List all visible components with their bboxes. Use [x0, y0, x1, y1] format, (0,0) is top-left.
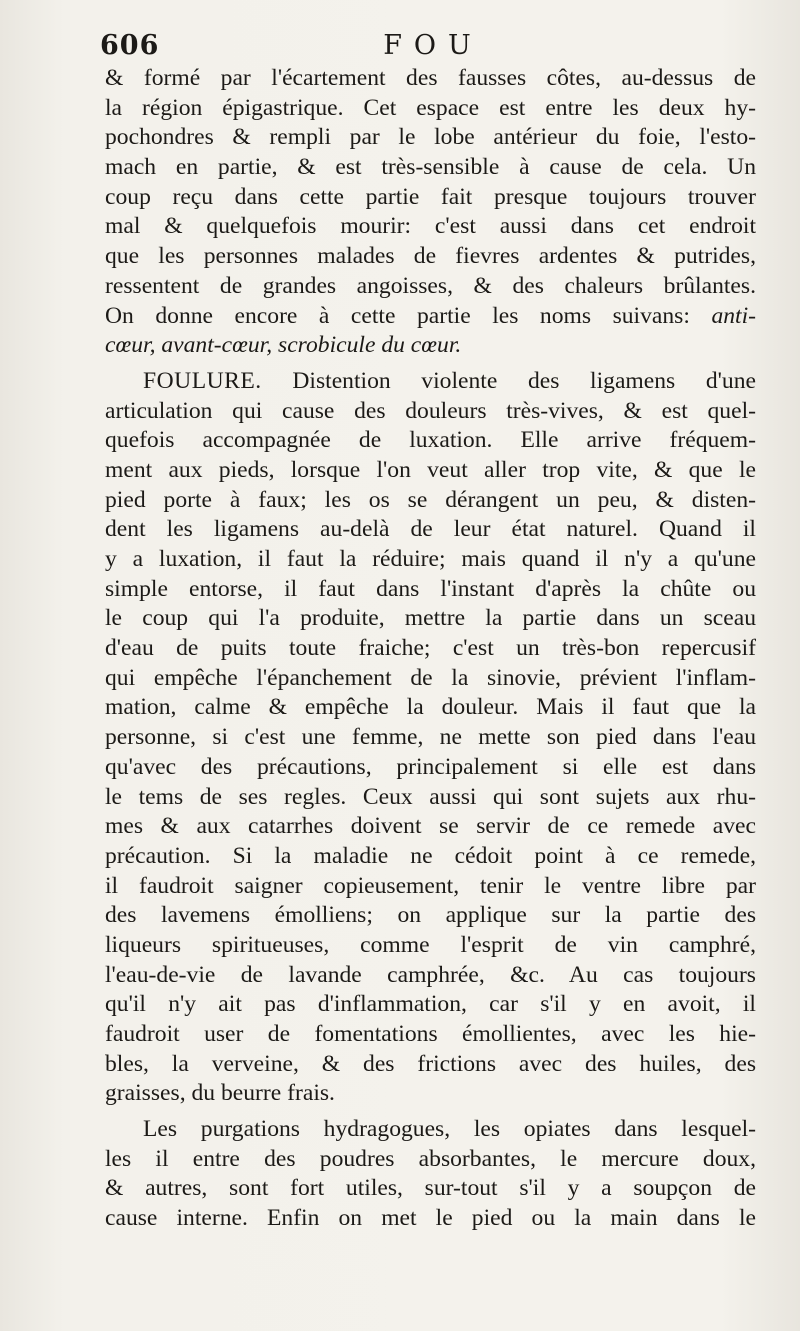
- text-line: que les personnes malades de fievres ardentes & putrides,: [105, 243, 756, 270]
- text-line: mach en partie, & est très-sensible à cause de cela. Un: [105, 154, 756, 181]
- page-header: [100, 30, 752, 66]
- text-line: qu'il n'y ait pas d'inflammation, car s'il y en avoit, il: [105, 991, 756, 1018]
- text-line: mation, calme & empêche la douleur. Mais il faut que la: [105, 694, 756, 721]
- entry-first-line: [105, 367, 756, 397]
- text-line: dent les ligamens au-delà de leur état naturel. Quand il: [105, 516, 756, 543]
- text-line: faudroit user de fomentations émollientes, avec les hie-: [105, 1021, 756, 1047]
- page-number: 606: [100, 30, 160, 61]
- text-line: le tems de ses regles. Ceux aussi qui sont sujets aux rhu-: [105, 783, 756, 810]
- text-line: d'eau de puits toute fraiche; c'est un très-bon repercusif: [105, 635, 756, 662]
- text-line: personne, si c'est une femme, ne mette son pied dans l'eau: [105, 724, 756, 751]
- text-line: & autres, sont fort utiles, sur-tout s'il y a soupçon de: [105, 1175, 756, 1202]
- running-head: FOU: [383, 30, 483, 61]
- text-line: ment aux pieds, lorsque l'on veut aller trop vite, & que le: [105, 456, 756, 483]
- text-segment: On donne encore à cette partie les noms suivans:: [105, 302, 690, 329]
- text-line: mal & quelquefois mourir: c'est aussi dans cet endroit: [105, 213, 756, 240]
- text-line: coup reçu dans cette partie fait presque toujours trouver: [105, 183, 756, 210]
- paragraph-continuation: [105, 64, 756, 361]
- italic-term: anti-: [711, 302, 756, 329]
- entry-foulure: [105, 367, 756, 1109]
- text-line: le coup qui l'a produite, mettre la partie dans un sceau: [105, 605, 756, 632]
- text-line: mes & aux catarrhes doivent se servir de ce remede avec: [105, 813, 756, 840]
- text-line: les il entre des poudres absorbantes, le mercure doux,: [105, 1145, 756, 1172]
- headword: FOULURE.: [143, 367, 262, 394]
- text-line-italic: cœur, avant-cœur, scrobicule du cœur.: [105, 332, 462, 359]
- text-line: bles, la verveine, & des frictions avec des huiles, des: [105, 1050, 756, 1077]
- paragraph-purgations: [105, 1115, 756, 1234]
- text-line: & formé par l'écartement des fausses côtes, au-dessus de: [105, 65, 756, 91]
- text-line: qu'avec des précautions, principalement si elle est dans: [105, 753, 756, 780]
- text-line: liqueurs spiritueuses, comme l'esprit de vin camphré,: [105, 931, 756, 958]
- text-line: ressentent de grandes angoisses, & des chaleurs brûlantes.: [105, 272, 756, 299]
- text-line: graisses, du beurre frais.: [105, 1080, 335, 1107]
- text-line: y a luxation, il faut la réduire; mais quand il n'y a qu'une: [105, 546, 756, 572]
- text-line: simple entorse, il faut dans l'instant d'après la chûte ou: [105, 575, 756, 602]
- text-line: l'eau-de-vie de lavande camphrée, &c. Au cas toujours: [105, 961, 756, 988]
- text-line: [105, 302, 756, 332]
- text-line: Les purgations hydragogues, les opiates dans lesquel-: [143, 1116, 756, 1143]
- text-line: précaution. Si la maladie ne cédoit point à ce remede,: [105, 842, 756, 869]
- text-segment: Distention violente des ligamens d'une: [292, 367, 756, 394]
- body-text: [105, 64, 756, 1234]
- text-line: pochondres & rempli par le lobe antérieur du foie, l'esto-: [105, 124, 756, 151]
- text-line: quefois accompagnée de luxation. Elle arrive fréquem-: [105, 427, 756, 454]
- text-line: cause interne. Enfin on met le pied ou la main dans le: [105, 1205, 756, 1232]
- text-line: articulation qui cause des douleurs très-vives, & est quel-: [105, 397, 756, 424]
- text-line: des lavemens émolliens; on applique sur la partie des: [105, 902, 756, 929]
- text-line: la région épigastrique. Cet espace est entre les deux hy-: [105, 94, 756, 121]
- text-line: qui empêche l'épanchement de la sinovie, prévient l'inflam-: [105, 664, 756, 691]
- text-line: il faudroit saigner copieusement, tenir le ventre libre par: [105, 872, 756, 899]
- text-line: pied porte à faux; les os se dérangent un peu, & disten-: [105, 486, 756, 513]
